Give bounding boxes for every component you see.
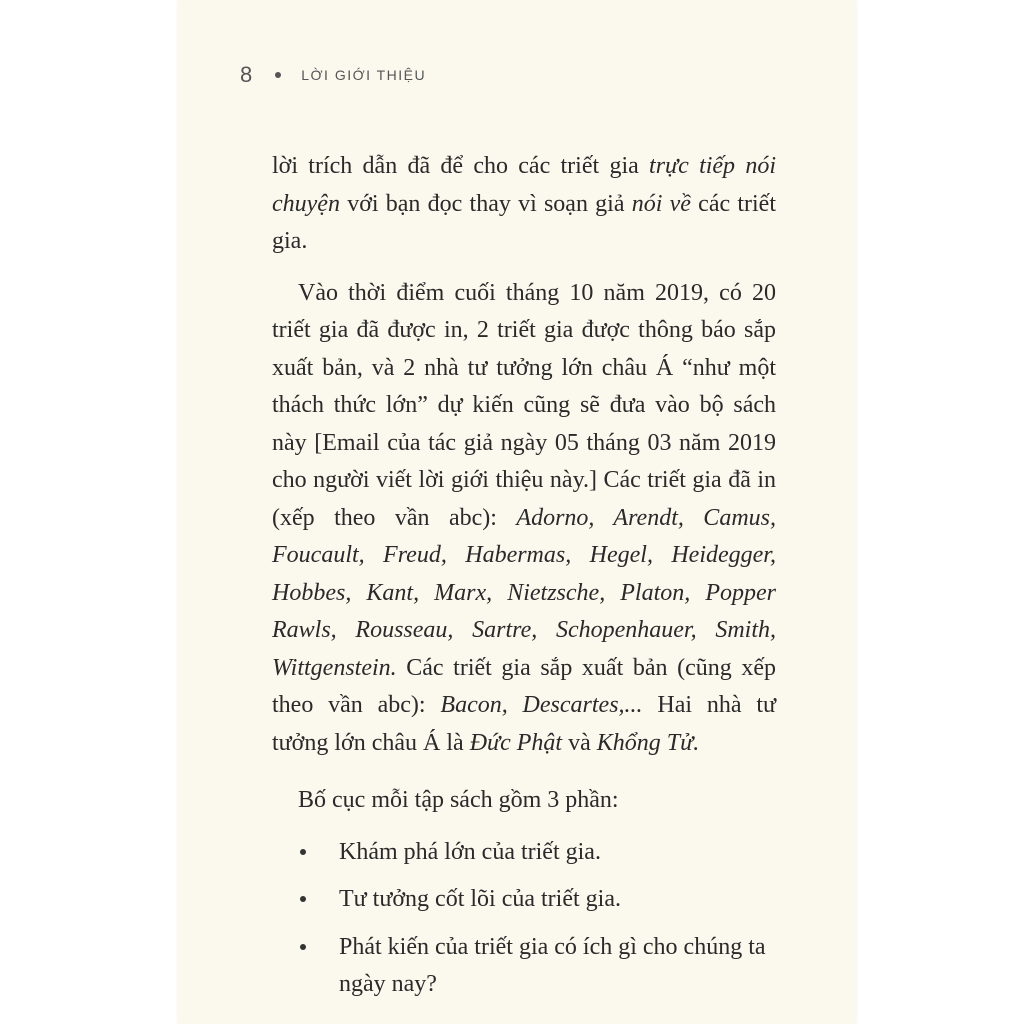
- text-run: và: [562, 729, 597, 756]
- text-run: Hai nhà tư tưởng lớn châu Á là: [272, 692, 777, 756]
- list-item-text: Tư tưởng cốt lõi của triết gia.: [339, 886, 621, 912]
- list-item: [272, 929, 776, 1004]
- text-run: với bạn đọc thay vì soạn giả: [339, 190, 632, 217]
- header-separator-dot: [275, 72, 281, 78]
- paragraph-3: Bố cục mỗi tập sách gồm 3 phần:: [298, 787, 619, 813]
- list-item: [272, 881, 776, 919]
- paragraph-1: [272, 148, 776, 261]
- paragraph-2: [272, 275, 776, 763]
- italic-run: Đức Phật: [469, 729, 563, 756]
- text-run: Vào thời điểm cuối tháng 10 năm 2019, có 20 triết gia đã được in, 2 triết gia được thông báo sắp xuất bản, và 2 nhà tư tưởng lớn châu Á “như một thách thức lớn” dự kiến cũng sẽ đưa vào bộ sách này [Email của tác giả ngày 05 tháng 03 năm 2019 cho người viết lời giới thiệu này.] Các triết gia đã in (xếp theo vần abc):: [272, 279, 776, 531]
- list-item-text: Phát kiến của triết gia có ích gì cho chúng ta ngày nay?: [339, 933, 766, 997]
- page-number: 8: [240, 62, 254, 87]
- running-title: LỜI GIỚI THIỆU: [301, 67, 427, 83]
- italic-run: nói về: [631, 190, 691, 217]
- body-text: [272, 148, 776, 1014]
- italic-run: trực tiếp nói chuyện: [272, 153, 777, 217]
- text-run: các triết gia.: [272, 190, 776, 254]
- contents-list: [272, 834, 776, 1004]
- list-item-text: Khám phá lớn của triết gia.: [339, 838, 601, 865]
- list-item: [272, 834, 776, 872]
- page-header: [240, 62, 426, 88]
- text-run: Các triết gia sắp xuất bản (cũng xếp theo vần abc):: [272, 654, 776, 718]
- bullet-icon: [300, 896, 306, 902]
- bullet-icon: [300, 944, 306, 950]
- italic-run: Adorno, Arendt, Camus, Foucault, Freud, Habermas, Hegel, Heidegger, Hobbes, Kant, Marx, Nietzsche, Platon, Popper Rawls, Rousseau, Sartre, Schopenhauer, Smith, Wittgenstein.: [272, 504, 776, 681]
- italic-run: Bacon, Descartes,...: [440, 692, 643, 718]
- text-run: lời trích dẫn đã để cho các triết gia: [272, 153, 650, 179]
- bullet-icon: [300, 849, 306, 855]
- italic-run: Khổng Tử.: [596, 729, 700, 756]
